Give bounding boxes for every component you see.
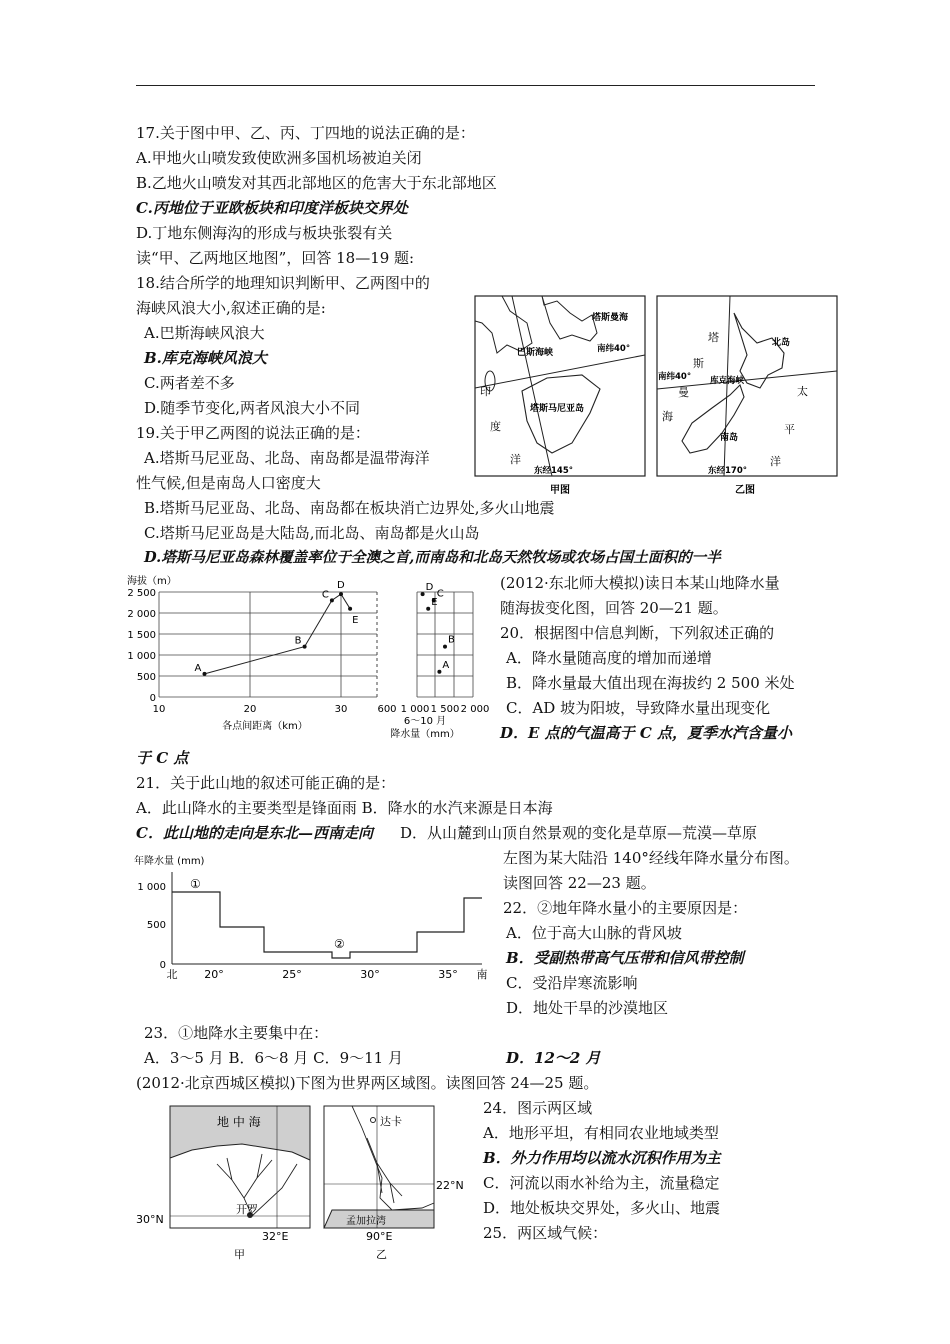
label-bass-strait: 巴斯海峡 — [517, 348, 554, 358]
q17-option-d: D.丁地东侧海沟的形成与板块张裂有关 — [136, 224, 393, 242]
q18-option-d: D.随季节变化,两者风浪大小不同 — [144, 399, 361, 417]
label-90e: 90°E — [366, 1230, 393, 1243]
chart1-xtick-600: 600 — [377, 704, 397, 715]
label-pacific-1: 太 — [797, 385, 808, 398]
chart1-precip-point-B — [443, 645, 447, 649]
chart1-precip-label-A: A — [442, 659, 450, 671]
question-22: 22．②地年降水量小的主要原因是： — [503, 899, 748, 917]
question-25: 25．两区域气候： — [483, 1224, 608, 1242]
intro-22-line2: 读图回答 22—23 题。 — [503, 874, 656, 892]
q19-option-b: B.塔斯马尼亚岛、北岛、南岛都在板块消亡边界处,多火山地震 — [144, 499, 555, 517]
q20-option-b: B．降水量最大值出现在海拔约 2 500 米处 — [506, 674, 795, 692]
chart1-ytick-500: 500 — [136, 672, 156, 683]
chart1-precip-label-B: B — [448, 634, 455, 646]
chart1-ylabel: 海拔（m） — [127, 576, 177, 587]
marker-2: ② — [334, 937, 345, 951]
caption-yi: 乙图 — [735, 485, 755, 496]
label-lon170: 东经170° — [708, 466, 747, 476]
label-north-island: 北岛 — [772, 338, 791, 348]
chart1-label-A: A — [194, 662, 202, 674]
chart1-ytick-2000: 2 000 — [127, 609, 156, 620]
label-tasmania: 塔斯马尼亚岛 — [530, 404, 585, 414]
q20-option-c: C．AD 坡为阳坡，导致降水量出现变化 — [506, 699, 771, 717]
chart2-ytick-1000: 1 000 — [137, 882, 166, 893]
q24-option-c: C．河流以雨水补给为主，流量稳定 — [483, 1174, 720, 1192]
chart1-point-A — [203, 672, 207, 676]
chart1-precip-label-C: C — [436, 588, 444, 600]
chart1-marks — [195, 580, 456, 676]
chart1-xlabel-right-2: 降水量（mm） — [390, 729, 460, 740]
label-tasman-r1: 塔 — [708, 331, 719, 344]
q21-options-ab: A．此山降水的主要类型是锋面雨 B．降水的水汽来源是日本海 — [136, 799, 553, 817]
label-cairo: 开罗 — [236, 1203, 258, 1216]
label-south-island: 南岛 — [720, 433, 739, 443]
q22-option-b: B．受副热带高气压带和信风带控制 — [506, 949, 744, 967]
chart2-xtick-north: 北 — [166, 968, 178, 981]
q22-option-d: D．地处干旱的沙漠地区 — [506, 999, 669, 1017]
chart1-xlabel-left: 各点间距离（km） — [222, 721, 308, 732]
chart1-xtick-2000: 2 000 — [460, 704, 490, 715]
label-cook-strait: 库克海峡 — [710, 376, 745, 386]
chart2-xtick-25: 25° — [282, 968, 302, 981]
label-indian-3: 洋 — [510, 453, 521, 466]
q23-options-abc: A．3～5 月 B．6～8 月 C．9～11 月 — [144, 1049, 403, 1067]
q23-option-d: D．12～2 月 — [506, 1049, 601, 1067]
chart2-ytick-500: 500 — [146, 920, 166, 931]
question-20: 20．根据图中信息判断，下列叙述正确的 — [500, 624, 775, 642]
q24-option-a: A．地形平坦，有相同农业地域类型 — [483, 1124, 719, 1142]
q18-option-c: C.两者差不多 — [144, 374, 235, 392]
chart1-ytick-2500: 2 500 — [127, 588, 156, 599]
label-indian-2: 度 — [490, 420, 501, 433]
chart1-xtick-30: 30 — [334, 704, 348, 715]
label-dhaka: 达卡 — [380, 1115, 402, 1128]
chart1-point-C — [330, 598, 334, 602]
chart1-ytick-1000: 1 000 — [127, 651, 156, 662]
intro-20-line1: (2012·东北师大模拟)读日本某山地降水量 — [500, 574, 780, 592]
chart2-xtick-south: 南 — [476, 968, 488, 981]
q24-option-b: B．外力作用均以流水沉积作用为主 — [483, 1149, 721, 1167]
q19-option-c: C.塔斯马尼亚岛是大陆岛,而北岛、南岛都是火山岛 — [144, 524, 480, 542]
intro-22-line1: 左图为某大陆沿 140°经线年降水量分布图。 — [503, 849, 799, 867]
q17-option-b: B.乙地火山喷发对其西北部地区的危害大于东北部地区 — [136, 174, 497, 192]
label-tasman-r4: 海 — [662, 410, 673, 423]
label-tasman-sea: 塔斯曼海 — [592, 313, 629, 323]
q22-option-c: C．受沿岸寒流影响 — [506, 974, 638, 992]
chart1-label-E: E — [352, 614, 359, 626]
q21-option-c: C．此山地的走向是东北—西南走向 — [136, 824, 373, 842]
label-mediterranean: 地 中 海 — [217, 1115, 261, 1129]
chart2-ytick-0: 0 — [159, 960, 166, 971]
chart1-ytick-0: 0 — [149, 693, 156, 704]
map-nile-ganges — [132, 1098, 472, 1262]
q17-option-c: C.丙地位于亚欧板块和印度洋板块交界处 — [136, 199, 408, 217]
chart1-xtick-20: 20 — [243, 704, 257, 715]
q18-option-a: A.巴斯海峡风浪大 — [144, 324, 265, 342]
chart1-precip-point-D — [421, 592, 425, 596]
question-24: 24．图示两区域 — [483, 1099, 593, 1117]
chart1-label-B: B — [294, 635, 302, 647]
q20-option-d-line2: 于 C 点 — [136, 749, 189, 767]
question-23: 23．①地降水主要集中在： — [144, 1024, 329, 1042]
label-pacific-2: 平 — [784, 423, 795, 436]
label-tasman-r3: 曼 — [678, 386, 689, 399]
chart1-point-B — [303, 645, 307, 649]
q19-option-a-line1: A.塔斯马尼亚岛、北岛、南岛都是温带海洋 — [144, 449, 430, 467]
chart1-xtick-10: 10 — [152, 704, 166, 715]
chart1-label-C: C — [321, 589, 329, 601]
chart1-xlabel-right-1: 6～10 月 — [403, 716, 447, 727]
label-pacific-3: 洋 — [770, 455, 781, 468]
chart2-xtick-20: 20° — [204, 968, 224, 981]
q19-option-d: D.塔斯马尼亚岛森林覆盖率位于全澳之首,而南岛和北岛天然牧场或农场占国土面积的一半 — [144, 549, 721, 566]
label-22n: 22°N — [436, 1179, 464, 1192]
chart1-precip-point-A — [437, 670, 441, 674]
elevation-precipitation-chart — [125, 572, 495, 744]
q20-option-d-line1: D．E 点的气温高于 C 点，夏季水汽含量小 — [500, 724, 793, 742]
chart2-xtick-35: 35° — [438, 968, 458, 981]
chart2-ylabel: 年降水量 (mm) — [134, 856, 205, 867]
q20-option-a: A．降水量随高度的增加而递增 — [506, 649, 712, 667]
map-tasmania-newzealand — [472, 293, 842, 499]
header-rule — [136, 85, 815, 86]
chart1-xtick-1500: 1 500 — [430, 704, 460, 715]
caption-jia: 甲图 — [550, 485, 570, 496]
caption-jia2: 甲 — [234, 1248, 245, 1261]
question-19: 19.关于甲乙两图的说法正确的是： — [136, 424, 370, 442]
q21-option-d: D．从山麓到山顶自然景观的变化是草原—荒漠—草原 — [400, 824, 758, 842]
caption-yi2: 乙 — [376, 1248, 387, 1261]
question-17: 17.关于图中甲、乙、丙、丁四地的说法正确的是： — [136, 124, 475, 142]
q19-option-a-line2: 性气候,但是南岛人口密度大 — [136, 474, 321, 492]
intro-18: 读“甲、乙两地区地图”，回答 18—19 题: — [136, 249, 415, 267]
q24-option-d: D．地处板块交界处，多火山、地震 — [483, 1199, 721, 1217]
chart1-ytick-1500: 1 500 — [127, 630, 156, 641]
chart1-point-D — [339, 592, 343, 596]
chart1-precip-point-E — [426, 607, 430, 611]
question-21: 21．关于此山地的叙述可能正确的是： — [136, 774, 396, 792]
chart1-label-D: D — [337, 580, 345, 592]
label-tasman-r2: 斯 — [693, 357, 704, 370]
chart1-xtick-1000: 1 000 — [400, 704, 430, 715]
label-bay-bengal: 孟加拉湾 — [346, 1216, 386, 1227]
intro-20-line2: 随海拔变化图，回答 20—21 题。 — [500, 599, 728, 617]
q22-option-a: A．位于高大山脉的背风坡 — [506, 924, 682, 942]
question-18-line1: 18.结合所学的地理知识判断甲、乙两图中的 — [136, 274, 430, 292]
chart1-precip-label-D: D — [425, 582, 434, 594]
chart1-point-E — [348, 607, 352, 611]
label-lon145: 东经145° — [534, 466, 573, 476]
q17-option-a: A.甲地火山喷发致使欧洲多国机场被迫关闭 — [136, 149, 422, 167]
chart2-step-line — [172, 892, 482, 958]
precipitation-140-chart — [132, 850, 492, 985]
intro-24: (2012·北京西城区模拟)下图为世界两区域图。读图回答 24—25 题。 — [136, 1074, 599, 1092]
marker-1: ① — [190, 877, 201, 891]
label-32e: 32°E — [262, 1230, 289, 1243]
q18-option-b: B.库克海峡风浪大 — [144, 349, 267, 367]
chart1-precip-label-E: E — [431, 596, 438, 608]
chart2-xtick-30: 30° — [360, 968, 380, 981]
label-indian-1: 印 — [480, 385, 491, 398]
question-18-line2: 海峡风浪大小,叙述正确的是: — [136, 299, 326, 317]
label-lat40-left: 南纬40° — [597, 344, 631, 354]
label-30n: 30°N — [136, 1213, 164, 1226]
label-lat40-right: 南纬40° — [658, 372, 692, 382]
chart1-grid — [159, 592, 473, 697]
